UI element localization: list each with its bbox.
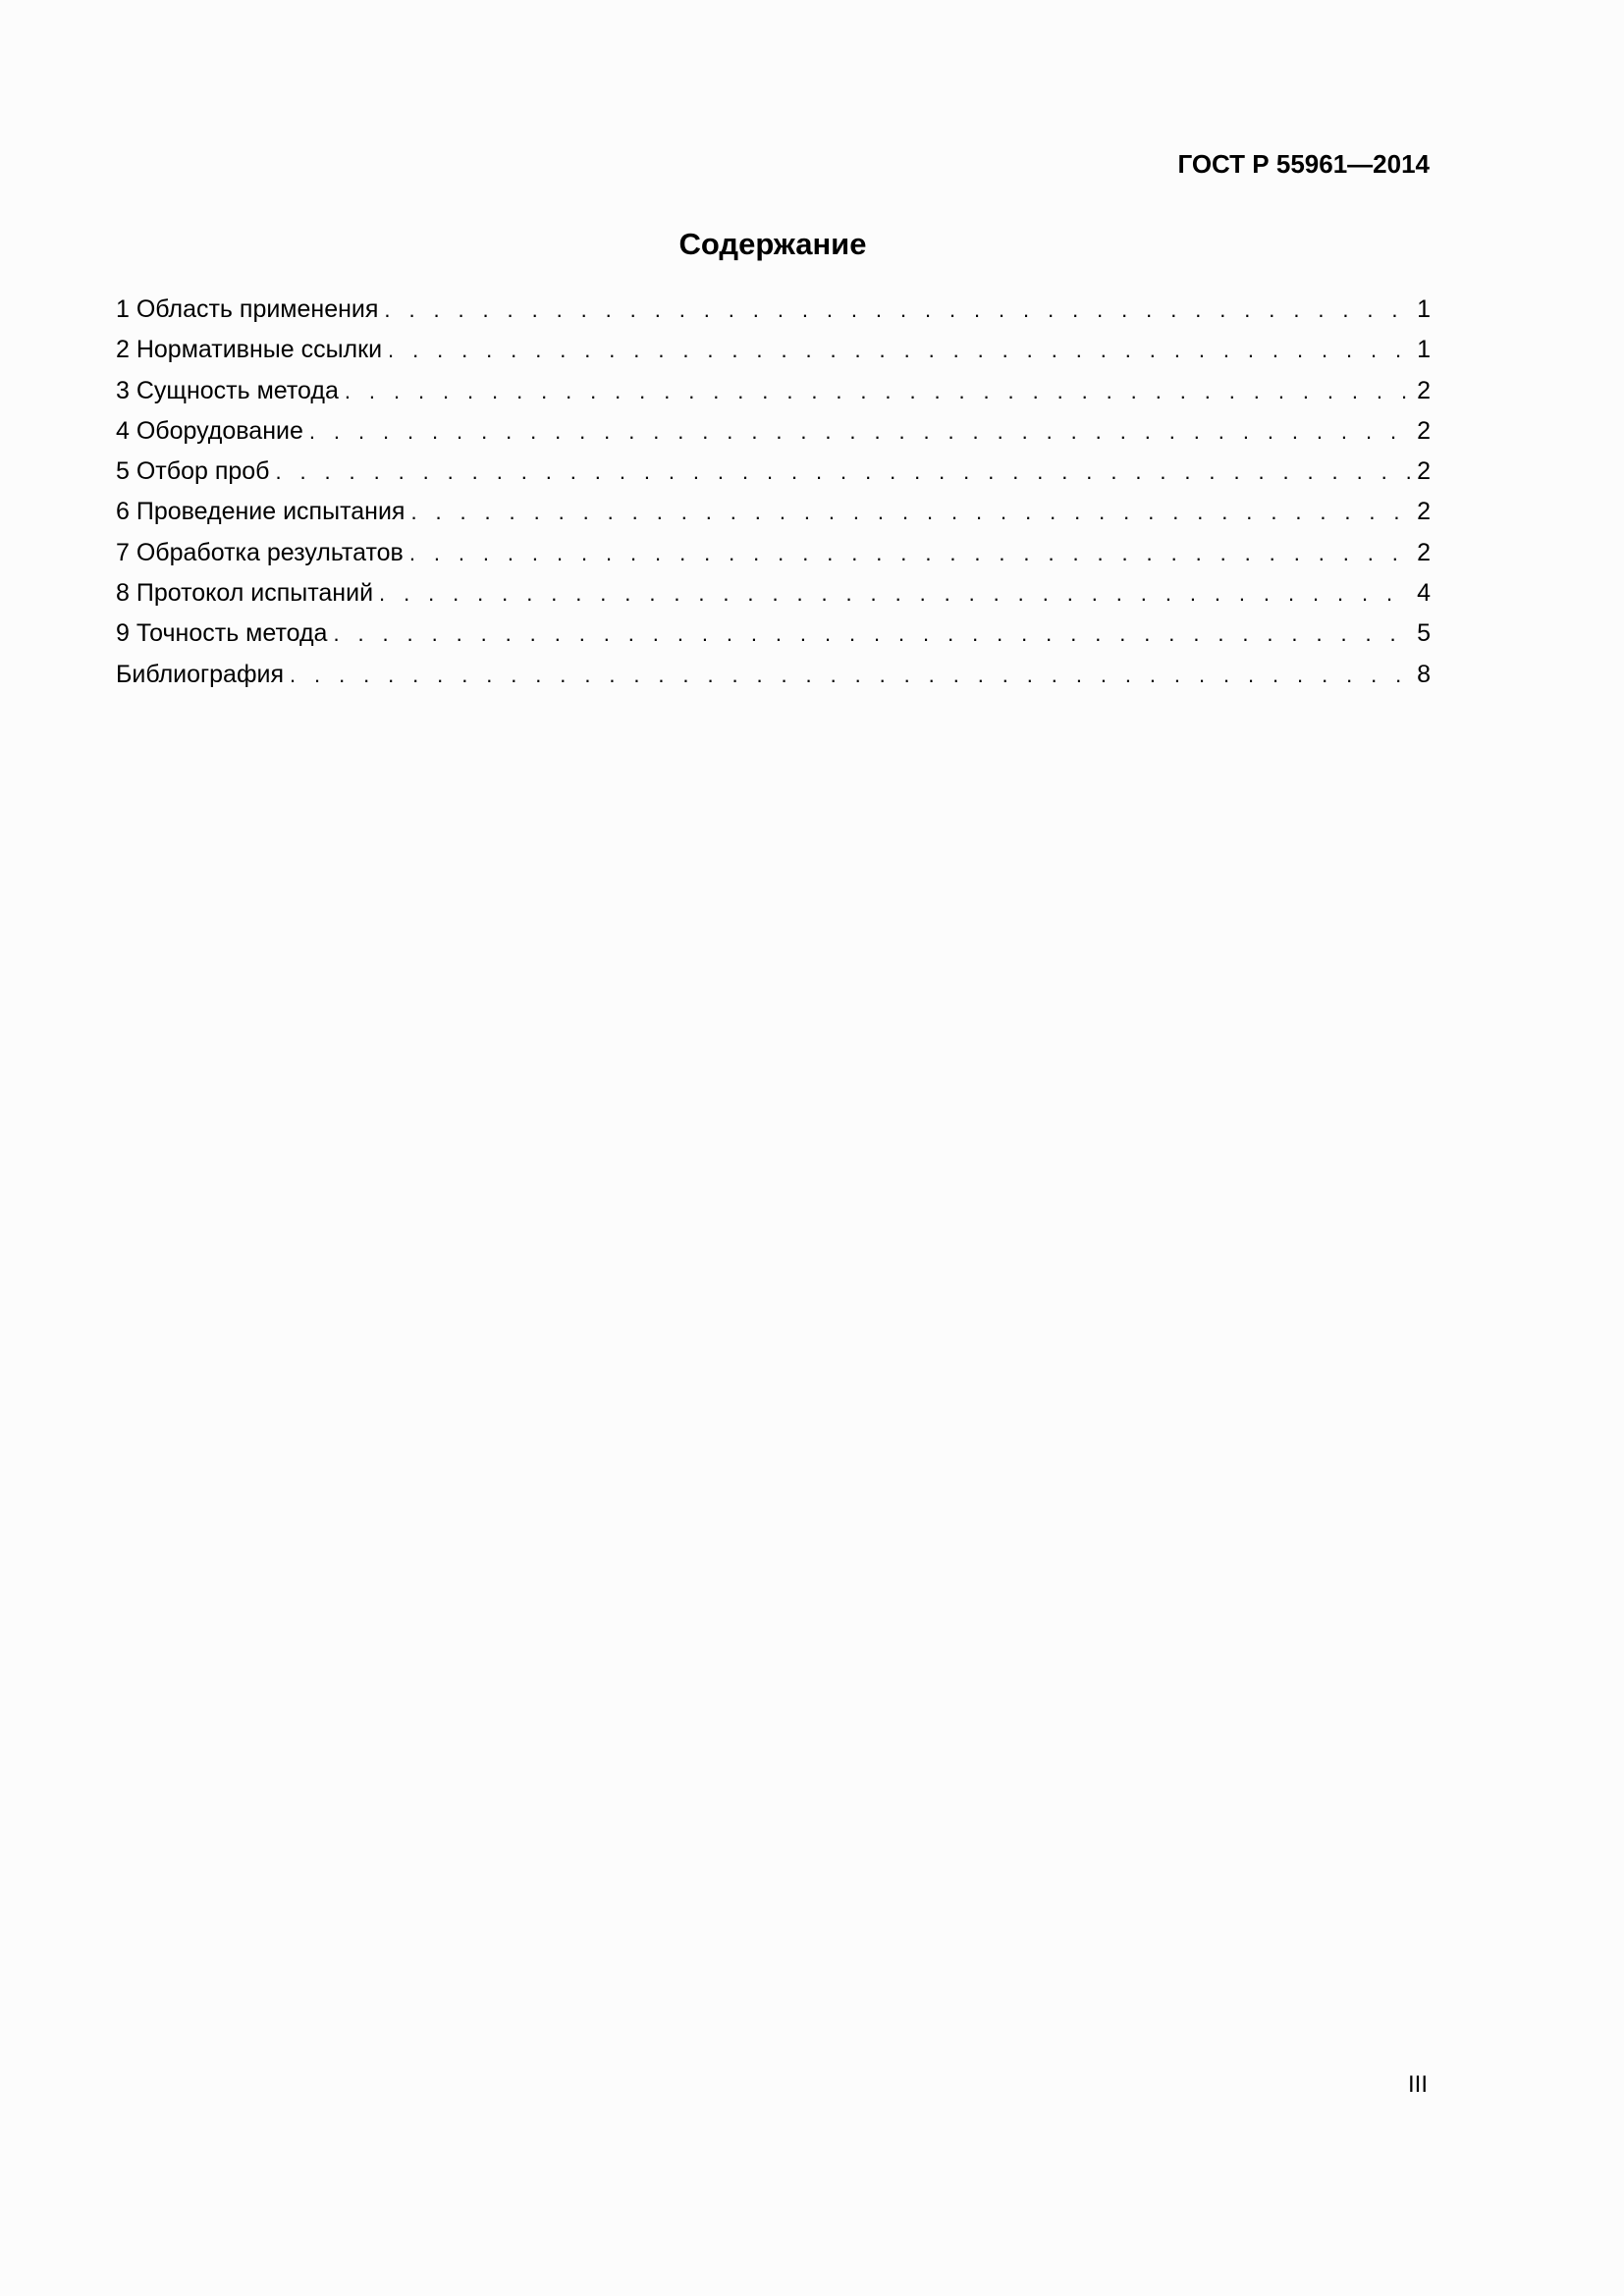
toc-entry-test-procedure[interactable] (116, 495, 1431, 535)
toc-entry-page: 1 (1417, 295, 1431, 323)
toc-entry-label: 1 Область применения (116, 295, 379, 323)
toc-title: Содержание (678, 227, 867, 261)
toc-entry-page: 4 (1417, 579, 1431, 608)
toc-entry-test-report[interactable] (116, 576, 1431, 616)
toc-entry-page: 1 (1417, 336, 1431, 364)
toc-dot-leader (384, 294, 1411, 327)
toc-dot-leader (379, 577, 1411, 611)
toc-entry-results-processing[interactable] (116, 536, 1431, 576)
table-of-contents (116, 293, 1431, 698)
toc-entry-page: 2 (1417, 376, 1431, 404)
toc-entry-method-precision[interactable] (116, 616, 1431, 657)
toc-entry-page: 2 (1417, 498, 1431, 526)
toc-entry-label: 6 Проведение испытания (116, 498, 406, 526)
document-header-standard-id: ГОСТ Р 55961—2014 (1177, 149, 1430, 179)
toc-entry-page: 2 (1417, 538, 1431, 566)
toc-dot-leader (275, 455, 1411, 489)
page-number: III (1407, 2071, 1428, 2098)
toc-entry-method-essence[interactable] (116, 374, 1431, 414)
toc-dot-leader (309, 415, 1411, 449)
toc-dot-leader (290, 659, 1411, 692)
toc-dot-leader (409, 537, 1411, 570)
toc-entry-label: 5 Отбор проб (116, 457, 270, 486)
toc-entry-label: Библиография (116, 660, 285, 688)
toc-dot-leader (388, 334, 1411, 367)
toc-entry-scope[interactable] (116, 293, 1431, 333)
toc-entry-bibliography[interactable] (116, 658, 1431, 698)
toc-entry-label: 3 Сущность метода (116, 376, 339, 404)
toc-entry-page: 2 (1417, 416, 1431, 445)
toc-entry-label: 4 Оборудование (116, 416, 303, 445)
toc-entry-label: 2 Нормативные ссылки (116, 336, 383, 364)
toc-entry-label: 9 Точность метода (116, 619, 328, 648)
toc-dot-leader (333, 617, 1411, 651)
toc-entry-normative-references[interactable] (116, 333, 1431, 373)
toc-dot-leader (345, 375, 1411, 408)
toc-entry-equipment[interactable] (116, 414, 1431, 454)
toc-entry-page: 5 (1417, 619, 1431, 648)
toc-entry-page: 2 (1417, 457, 1431, 486)
toc-dot-leader (410, 496, 1411, 529)
toc-entry-sampling[interactable] (116, 454, 1431, 495)
toc-entry-label: 8 Протокол испытаний (116, 579, 374, 608)
toc-entry-label: 7 Обработка результатов (116, 538, 404, 566)
toc-entry-page: 8 (1417, 660, 1431, 688)
